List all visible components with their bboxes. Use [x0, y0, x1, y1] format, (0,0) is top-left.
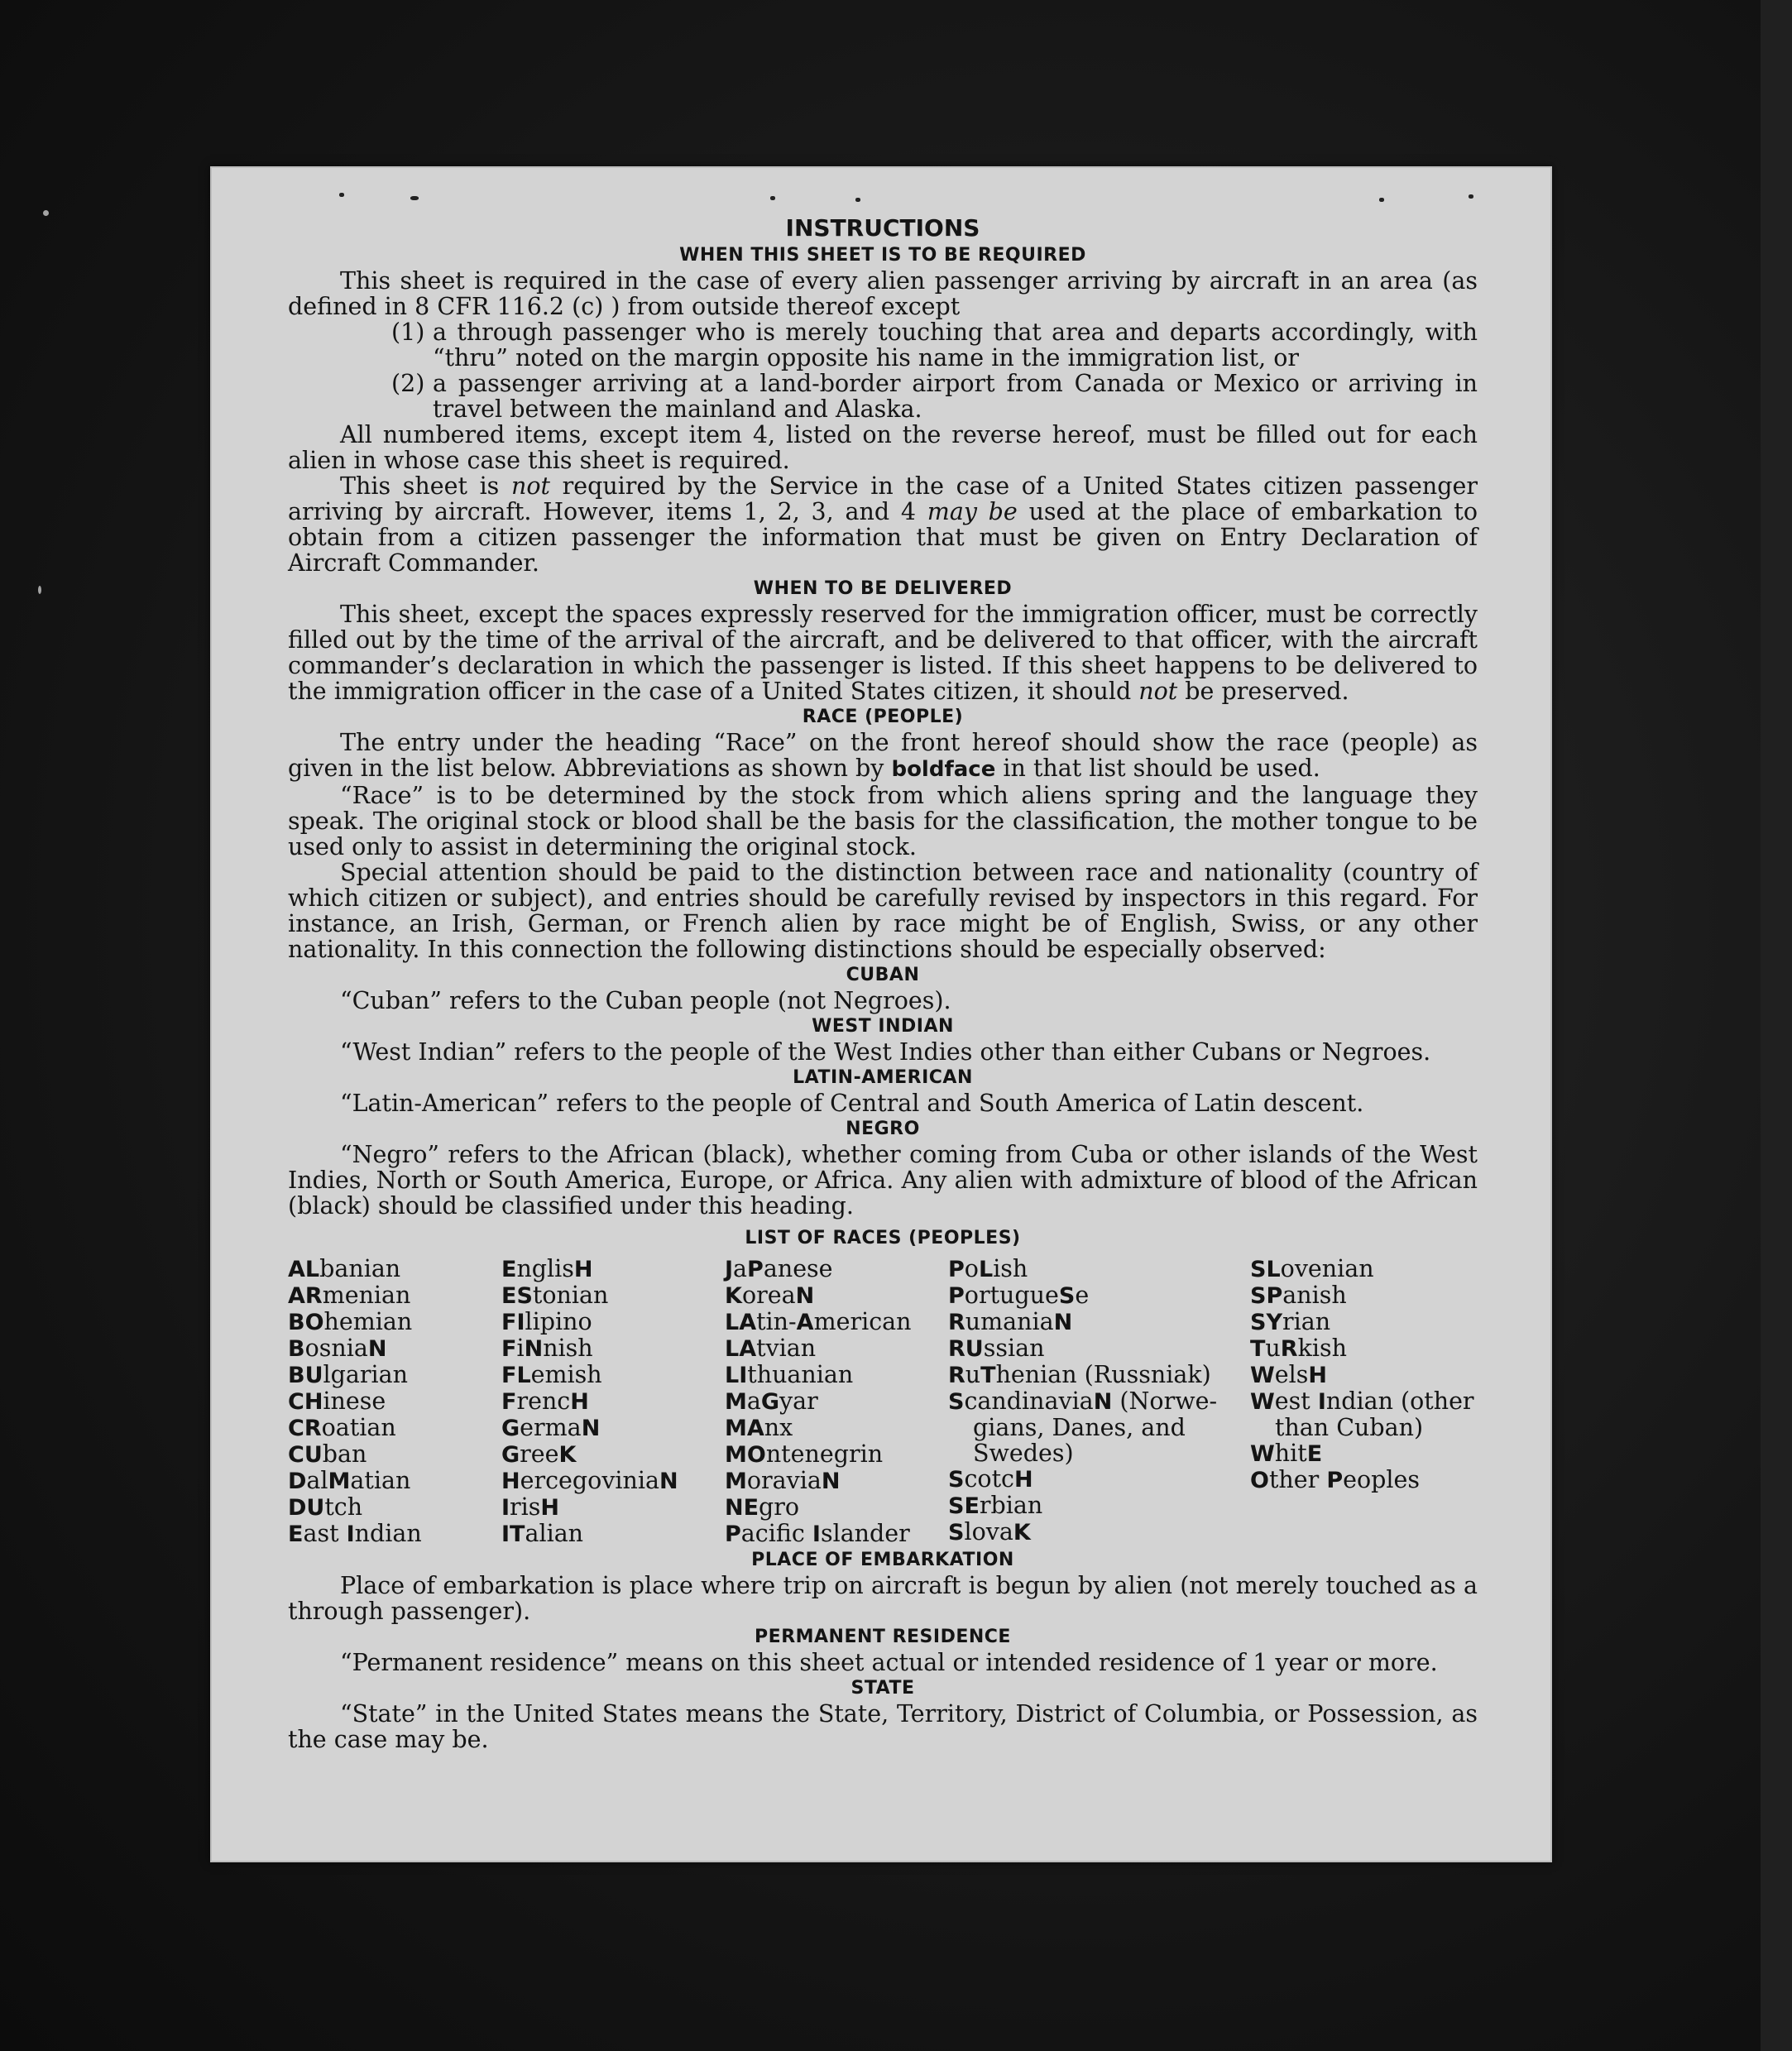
- race-entry: [725, 1441, 948, 1468]
- paragraph: Place of embarkation is place where trip on aircraft is begun by alien (not merely touched as a through passenger).: [288, 1572, 1478, 1625]
- abbrev-letters: BU: [288, 1363, 323, 1388]
- abbrev-letters: I: [501, 1495, 510, 1521]
- race-entry: [948, 1335, 1250, 1362]
- abbrev-letters: H: [1014, 1467, 1033, 1493]
- race-entry: [288, 1256, 501, 1282]
- race-text: orea: [741, 1282, 796, 1309]
- paragraph: [288, 601, 1478, 704]
- emphasis: may be: [927, 498, 1018, 525]
- abbrev-letters: IT: [501, 1521, 525, 1547]
- race-text: ortugue: [964, 1282, 1059, 1309]
- abbrev-letters: RU: [948, 1336, 984, 1362]
- race-text: henian (Russniak): [995, 1361, 1211, 1388]
- text-run: This sheet is: [340, 472, 500, 500]
- race-text: atian: [350, 1467, 411, 1494]
- race-text: tvian: [756, 1335, 817, 1362]
- race-text: lova: [964, 1518, 1013, 1545]
- emphasis: not: [1138, 678, 1178, 705]
- abbrev-letters: T: [980, 1363, 996, 1388]
- race-text: thuanian: [747, 1361, 854, 1388]
- race-text: (Norwe-: [1112, 1387, 1218, 1415]
- race-text: a: [733, 1255, 748, 1282]
- item-text: a passenger arriving at a land-border airport from Canada or Mexico or arriving in travel between the mainland and Alaska.: [433, 370, 1478, 423]
- race-text: ree: [520, 1440, 559, 1468]
- section-heading: WHEN TO BE DELIVERED: [753, 578, 1013, 599]
- race-text: umania: [965, 1308, 1054, 1335]
- race-text: inese: [323, 1387, 386, 1415]
- abbrev-letters: AL: [288, 1257, 320, 1282]
- race-text: ris: [510, 1493, 541, 1521]
- race-text: ban: [322, 1440, 367, 1468]
- race-entry: [948, 1362, 1250, 1388]
- race-text: than Cuban): [1275, 1414, 1424, 1441]
- race-entry: [948, 1282, 1250, 1309]
- race-entry: [288, 1494, 501, 1521]
- race-column: [725, 1256, 948, 1547]
- race-text: tch: [324, 1493, 363, 1521]
- abbrev-letters: E: [501, 1257, 517, 1282]
- race-entry: [948, 1388, 1250, 1415]
- race-list: [288, 1256, 1478, 1547]
- race-text: ish: [993, 1255, 1028, 1282]
- race-entry: [288, 1415, 501, 1441]
- abbrev-letters: BO: [288, 1310, 324, 1335]
- print-mark: [1379, 198, 1384, 202]
- race-text: hit: [1274, 1440, 1307, 1467]
- race-text: renc: [516, 1387, 571, 1415]
- abbrev-letters: G: [501, 1416, 520, 1441]
- race-text: osnia: [304, 1335, 368, 1362]
- race-entry: [725, 1256, 948, 1282]
- section-heading: PLACE OF EMBARKATION: [751, 1550, 1014, 1570]
- race-text: rbian: [979, 1492, 1043, 1519]
- race-text: banian: [319, 1255, 401, 1282]
- race-entry: [948, 1466, 1250, 1493]
- race-text: rian: [1282, 1308, 1331, 1335]
- race-entry: [725, 1388, 948, 1415]
- abbrev-letters: I: [812, 1521, 821, 1547]
- section-heading: LATIN-AMERICAN: [793, 1067, 973, 1088]
- text-run: in that list should be used.: [1003, 755, 1320, 782]
- abbrev-letters: LA: [725, 1336, 757, 1362]
- abbrev-letters: SL: [1250, 1257, 1281, 1282]
- race-entry: [501, 1415, 725, 1441]
- race-text: els: [1274, 1361, 1309, 1388]
- race-text: nx: [764, 1414, 793, 1441]
- abbrev-letters: I: [1317, 1389, 1326, 1415]
- section-heading: STATE: [850, 1678, 915, 1699]
- instructions-text: [288, 214, 1478, 1752]
- abbrev-letters: N: [581, 1416, 601, 1441]
- race-text: slander: [820, 1520, 910, 1547]
- abbrev-letters: N: [524, 1336, 544, 1362]
- race-entry: [288, 1388, 501, 1415]
- document-page: [210, 166, 1552, 1862]
- print-mark: [410, 196, 419, 200]
- race-entry: [725, 1282, 948, 1309]
- dust-speck: [43, 210, 49, 216]
- race-entry: [501, 1309, 725, 1335]
- race-entry: [501, 1362, 725, 1388]
- race-entry: [1250, 1362, 1478, 1388]
- abbrev-letters: M: [725, 1389, 747, 1415]
- race-text: acific: [740, 1520, 812, 1547]
- race-text: u: [965, 1361, 981, 1388]
- race-entry: [288, 1282, 501, 1309]
- race-text: ovenian: [1280, 1255, 1374, 1282]
- abbrev-letters: G: [760, 1389, 780, 1415]
- abbrev-letters: K: [558, 1442, 577, 1468]
- paragraph: “West Indian” refers to the people of the West Indies other than either Cubans or Negroes.: [340, 1038, 1431, 1066]
- abbrev-letters: FI: [501, 1310, 525, 1335]
- exception-item: [288, 371, 1478, 422]
- page-title: INSTRUCTIONS: [785, 214, 980, 242]
- print-mark: [855, 198, 860, 202]
- abbrev-letters: H: [501, 1469, 520, 1494]
- abbrev-letters: E: [1306, 1441, 1323, 1467]
- race-text: gians, Danes, and: [973, 1414, 1186, 1441]
- abbrev-letters: K: [1013, 1520, 1031, 1545]
- abbrev-letters: I: [346, 1521, 355, 1547]
- paragraph: [288, 473, 1478, 576]
- race-entry: [501, 1335, 725, 1362]
- abbrev-letters: SE: [948, 1493, 980, 1519]
- text-run: This sheet, except the spaces expressly reserved for the immigration officer, must be correctly filled out by the time of the arrival of the aircraft, and be delivered to that officer, with the aircraft commander’s declaration in which the passenger is listed. If this sheet happens to be delivered to the immigration officer in the case of a United States citizen, it should: [288, 601, 1478, 705]
- race-entry: [1250, 1282, 1478, 1309]
- race-entry: [725, 1335, 948, 1362]
- race-entry: [725, 1362, 948, 1388]
- abbrev-letters: W: [1250, 1441, 1275, 1467]
- race-entry: [288, 1441, 501, 1468]
- race-entry: [501, 1441, 725, 1468]
- abbrev-letters: P: [948, 1257, 965, 1282]
- abbrev-letters: R: [948, 1310, 965, 1335]
- abbrev-letters: N: [1053, 1310, 1073, 1335]
- race-text: a: [746, 1387, 761, 1415]
- abbrev-letters: H: [540, 1495, 560, 1521]
- abbrev-letters: D: [288, 1469, 307, 1494]
- abbrev-letters: LA: [725, 1310, 757, 1335]
- print-mark: [339, 193, 344, 197]
- race-text: nish: [543, 1335, 593, 1362]
- race-text: hemian: [323, 1308, 413, 1335]
- paragraph: “Latin-American” refers to the people of Central and South America of Latin descent.: [340, 1090, 1364, 1117]
- race-text: erma: [520, 1414, 582, 1441]
- race-text: oatian: [321, 1414, 396, 1441]
- abbrev-letters: P: [747, 1257, 764, 1282]
- abbrev-letters: CR: [288, 1416, 322, 1441]
- paragraph: Special attention should be paid to the distinction between race and nationality (country of which citizen or subject), and entries should be carefully revised by inspectors in this regard. For instance, an Irish, German, or French alien by race might be of English, Swiss, or any other nationality. In this connection the following distinctions should be especially observed:: [288, 859, 1478, 963]
- film-edge: [1761, 0, 1792, 2051]
- race-entry: [288, 1521, 501, 1547]
- paragraph: “Cuban” refers to the Cuban people (not Negroes).: [340, 987, 951, 1014]
- abbrev-letters: A: [796, 1310, 814, 1335]
- race-entry: [288, 1468, 501, 1494]
- race-text: u: [1265, 1335, 1281, 1362]
- abbrev-letters: N: [659, 1469, 678, 1494]
- section-heading: LIST OF RACES (PEOPLES): [745, 1228, 1021, 1248]
- section-heading: WEST INDIAN: [812, 1016, 954, 1037]
- race-text: lipino: [525, 1308, 592, 1335]
- abbrev-letters: LI: [725, 1363, 748, 1388]
- abbrev-letters: P: [1326, 1468, 1344, 1493]
- race-entry: [948, 1309, 1250, 1335]
- abbrev-letters: FL: [501, 1363, 531, 1388]
- abbrev-letters: S: [948, 1467, 965, 1493]
- abbrev-letters: CU: [288, 1442, 323, 1468]
- paragraph: “Race” is to be determined by the stock from which aliens spring and the language they speak. The original stock or blood shall be the basis for the classification, the mother tongue to be used only to assist in determining the original stock.: [288, 782, 1478, 860]
- race-text: ercegovinia: [520, 1467, 660, 1494]
- race-entry: [1250, 1335, 1478, 1362]
- race-entry: [725, 1521, 948, 1547]
- abbrev-letters: MA: [725, 1416, 764, 1441]
- section-heading: CUBAN: [846, 965, 920, 985]
- race-text: nglis: [516, 1255, 574, 1282]
- abbrev-letters: M: [328, 1469, 351, 1494]
- paragraph: “State” in the United States means the State, Territory, District of Columbia, or Possession, as the case may be.: [288, 1700, 1478, 1753]
- section-heading: RACE (PEOPLE): [802, 707, 964, 727]
- race-entry: [948, 1256, 1250, 1282]
- abbrev-letters: F: [501, 1336, 517, 1362]
- race-entry: [501, 1468, 725, 1494]
- paragraph: “Negro” refers to the African (black), whether coming from Cuba or other islands of the West Indies, North or South America, Europe, or Africa. Any alien with admixture of blood of the African (black) should be classified under this heading.: [288, 1141, 1478, 1220]
- race-text: ntenegrin: [765, 1440, 884, 1468]
- section-heading: NEGRO: [846, 1119, 920, 1139]
- race-entry: [1250, 1309, 1478, 1335]
- abbrev-letters: T: [1250, 1336, 1266, 1362]
- race-entry: [501, 1388, 725, 1415]
- abbrev-letters: E: [288, 1521, 304, 1547]
- abbrev-letters: G: [501, 1442, 520, 1468]
- abbrev-letters: DU: [288, 1495, 325, 1521]
- item-number: (2): [391, 370, 425, 397]
- abbrev-letters: P: [725, 1521, 741, 1547]
- abbrev-letters: N: [1093, 1389, 1113, 1415]
- race-text: ndian: [354, 1520, 422, 1547]
- emphasis: not: [510, 472, 550, 500]
- race-text: e: [1075, 1282, 1090, 1309]
- abbrev-letters: SP: [1250, 1283, 1283, 1309]
- race-text: cotc: [964, 1465, 1014, 1493]
- race-text: anese: [763, 1255, 833, 1282]
- abbrev-letters: AR: [288, 1283, 323, 1309]
- race-text: yar: [779, 1387, 818, 1415]
- text-run: used at the place of embarkation to obtain from a citizen passenger the information that must be given on Entry Declaration of Aircraft Commander.: [288, 498, 1478, 577]
- abbrev-letters: ES: [501, 1283, 533, 1309]
- race-text: eoples: [1343, 1466, 1420, 1493]
- abbrev-letters: H: [570, 1389, 589, 1415]
- abbrev-letters: O: [1250, 1468, 1269, 1493]
- race-text: emish: [530, 1361, 602, 1388]
- race-text: alian: [525, 1520, 584, 1547]
- abbrev-letters: S: [948, 1520, 965, 1545]
- race-text: anish: [1282, 1282, 1347, 1309]
- race-text: ther: [1268, 1466, 1327, 1493]
- abbrev-letters: H: [573, 1257, 593, 1282]
- race-entry: [501, 1521, 725, 1547]
- emphasis: boldface: [891, 757, 996, 782]
- race-text: al: [306, 1467, 328, 1494]
- abbrev-letters: W: [1250, 1389, 1275, 1415]
- race-text: oravia: [746, 1467, 822, 1494]
- item-number: (1): [391, 319, 425, 346]
- abbrev-letters: CH: [288, 1389, 323, 1415]
- race-text: ssian: [983, 1335, 1045, 1362]
- abbrev-letters: N: [367, 1336, 387, 1362]
- race-entry: [288, 1309, 501, 1335]
- race-text: merican: [813, 1308, 912, 1335]
- exception-item: [288, 319, 1478, 371]
- text-run: required by the Service in the case of a United States citizen passenger arriving by aircraft. However, items 1, 2, 3, and 4: [288, 472, 1478, 525]
- race-entry: [948, 1440, 1250, 1466]
- section-heading: WHEN THIS SHEET IS TO BE REQUIRED: [679, 245, 1086, 266]
- race-text: ndian (other: [1325, 1387, 1474, 1415]
- race-entry: [288, 1335, 501, 1362]
- race-entry: [1250, 1415, 1478, 1440]
- race-entry: [948, 1493, 1250, 1519]
- race-text: tonian: [532, 1282, 609, 1309]
- text-run: The entry under the heading “Race” on the front hereof should show the race (people) as given in the list below. Abbreviations as shown by: [288, 729, 1478, 782]
- abbrev-letters: R: [948, 1363, 965, 1388]
- race-column: [501, 1256, 725, 1547]
- race-column: [288, 1256, 501, 1547]
- race-text: est: [1274, 1387, 1318, 1415]
- race-entry: [1250, 1440, 1478, 1467]
- abbrev-letters: P: [948, 1283, 965, 1309]
- paragraph: All numbered items, except item 4, listed on the reverse hereof, must be filled out for each alien in whose case this sheet is required.: [288, 421, 1478, 474]
- race-text: Swedes): [973, 1440, 1074, 1467]
- race-entry: [501, 1282, 725, 1309]
- abbrev-letters: M: [725, 1469, 747, 1494]
- abbrev-letters: J: [725, 1257, 734, 1282]
- abbrev-letters: NE: [725, 1495, 759, 1521]
- abbrev-letters: L: [978, 1257, 994, 1282]
- paragraph: [288, 730, 1478, 783]
- race-entry: [501, 1256, 725, 1282]
- abbrev-letters: B: [288, 1336, 305, 1362]
- race-entry: [1250, 1256, 1478, 1282]
- race-entry: [288, 1362, 501, 1388]
- race-column: [1250, 1256, 1478, 1547]
- race-entry: [725, 1415, 948, 1441]
- race-text: gro: [759, 1493, 800, 1521]
- race-entry: [501, 1494, 725, 1521]
- paragraph: This sheet is required in the case of every alien passenger arriving by aircraft in an area (as defined in 8 CFR 116.2 (c) ) from outside thereof except: [288, 267, 1478, 320]
- race-entry: [725, 1309, 948, 1335]
- race-entry: [1250, 1467, 1478, 1493]
- dust-speck: [38, 586, 41, 594]
- race-text: i: [516, 1335, 525, 1362]
- race-text: o: [964, 1255, 979, 1282]
- race-entry: [725, 1494, 948, 1521]
- race-column: [948, 1256, 1250, 1547]
- text-run: be preserved.: [1185, 678, 1349, 705]
- abbrev-letters: H: [1308, 1363, 1328, 1388]
- abbrev-letters: SY: [1250, 1310, 1282, 1335]
- abbrev-letters: W: [1250, 1363, 1275, 1388]
- race-entry: [725, 1468, 948, 1494]
- item-text: a through passenger who is merely touching that area and departs accordingly, with “thru” noted on the margin opposite his name in the immigration list, or: [433, 319, 1478, 371]
- abbrev-letters: S: [948, 1389, 965, 1415]
- race-text: kish: [1297, 1335, 1347, 1362]
- abbrev-letters: S: [1058, 1283, 1076, 1309]
- print-mark: [1469, 194, 1473, 199]
- race-entry: [948, 1519, 1250, 1545]
- race-entry: [948, 1415, 1250, 1440]
- abbrev-letters: K: [725, 1283, 742, 1309]
- abbrev-letters: MO: [725, 1442, 766, 1468]
- race-text: lgarian: [323, 1361, 408, 1388]
- race-text: menian: [322, 1282, 411, 1309]
- race-text: candinavia: [964, 1387, 1094, 1415]
- race-text: ast: [303, 1520, 347, 1547]
- race-text: tin-: [756, 1308, 797, 1335]
- race-entry: [1250, 1388, 1478, 1415]
- paragraph: “Permanent residence” means on this sheet actual or intended residence of 1 year or more.: [340, 1649, 1438, 1676]
- abbrev-letters: F: [501, 1389, 517, 1415]
- abbrev-letters: N: [795, 1283, 815, 1309]
- section-heading: PERMANENT RESIDENCE: [755, 1627, 1011, 1647]
- abbrev-letters: N: [821, 1469, 841, 1494]
- print-mark: [770, 196, 775, 200]
- abbrev-letters: R: [1280, 1336, 1298, 1362]
